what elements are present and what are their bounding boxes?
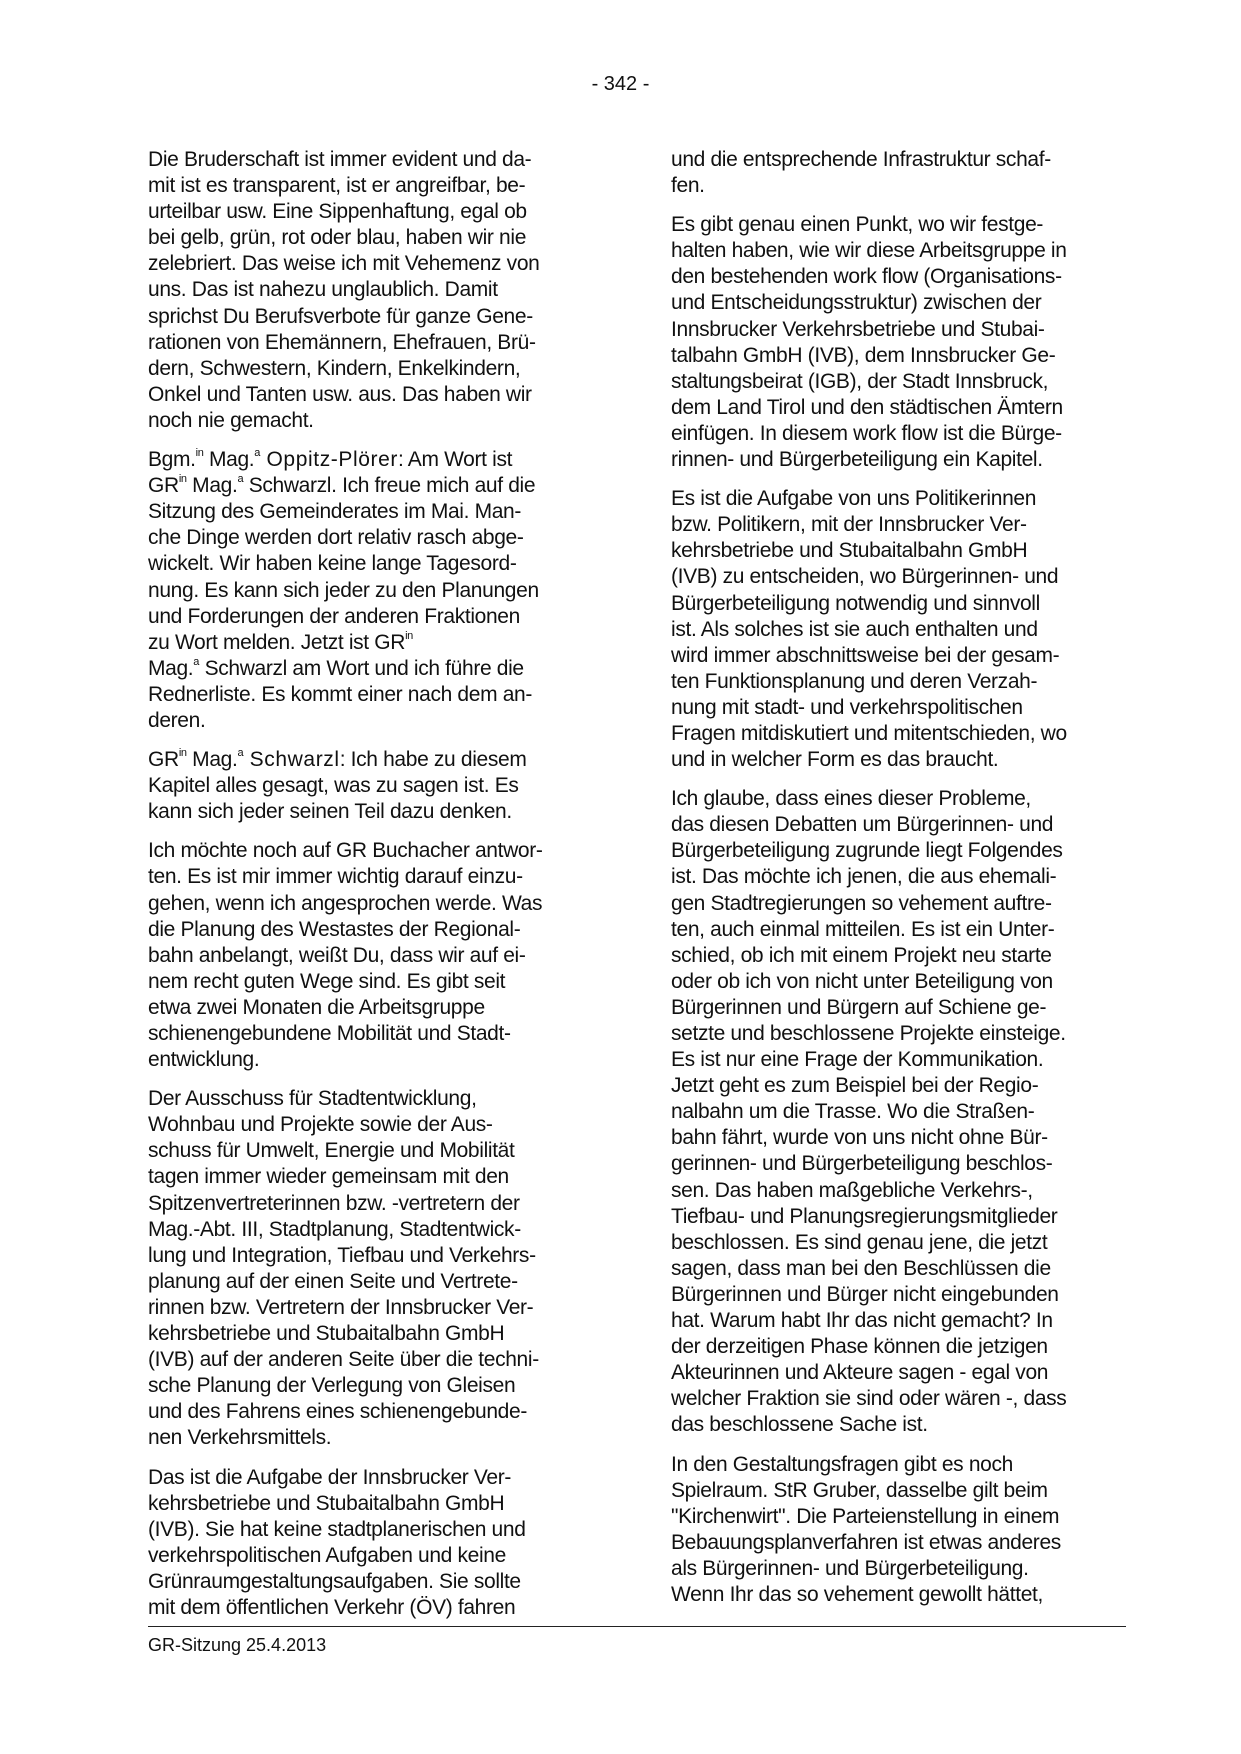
text-line: oder ob ich von nicht unter Beteiligung von (671, 969, 1053, 993)
text-line: (IVB) zu entscheiden, wo Bürgerinnen- und (671, 565, 1059, 589)
text-line: noch nie gemacht. (148, 408, 314, 432)
text-line: und Forderungen der anderen Fraktionen (148, 604, 520, 628)
text-line: Es ist nur eine Frage der Kommunikation. (671, 1048, 1044, 1072)
text-line: und die entsprechende Infrastruktur schaf- (671, 148, 1051, 171)
text-line: Ich glaube, dass eines dieser Probleme, (671, 787, 1031, 811)
paragraph (148, 838, 598, 1073)
text-line: Rednerliste. Es kommt einer nach dem an- (148, 682, 533, 706)
text-line: Spitzenvertreterinnen bzw. -vertretern der (148, 1191, 520, 1215)
text-line: (IVB). Sie hat keine stadtplanerischen und (148, 1517, 526, 1541)
text-line: Bürgerbeteiligung notwendig und sinnvoll (671, 591, 1040, 615)
text-line: nung mit stadt- und verkehrspolitischen (671, 695, 1023, 719)
text-line: ten Funktionsplanung und deren Verzah- (671, 669, 1038, 693)
text-line: talbahn GmbH (IVB), dem Innsbrucker Ge- (671, 343, 1056, 367)
text-line: Sitzung des Gemeinderates im Mai. Man- (148, 500, 522, 524)
text-line: beschlossen. Es sind genau jene, die jetzt (671, 1230, 1048, 1254)
text-line: nalbahn um die Trasse. Wo die Straßen- (671, 1100, 1035, 1124)
text-line: rinnen bzw. Vertretern der Innsbrucker Ver- (148, 1295, 534, 1319)
text-line: Mag.$^a$ Schwarzl am Wort und ich führe die (148, 655, 524, 680)
text-line: wickelt. Wir haben keine lange Tagesord- (148, 552, 517, 576)
text-line: $GR^{in}$ Mag.$^a$ Schwarzl. Ich freue mich auf die (148, 473, 536, 498)
text-line: ten. Es ist mir immer wichtig darauf einzu- (148, 865, 523, 889)
text-line: nem recht guten Wege sind. Es gibt seit (148, 969, 506, 993)
text-line: sprichst Du Berufsverbote für ganze Gene- (148, 304, 533, 328)
text-line: Spielraum. StR Gruber, dasselbe gilt beim (671, 1478, 1048, 1502)
text-line: rationen von Ehemännern, Ehefrauen, Brü- (148, 330, 536, 354)
speaker-name: Schwarzl (243, 748, 340, 772)
text-line: tagen immer wieder gemeinsam mit den (148, 1165, 509, 1189)
text-line: deren. (148, 708, 206, 732)
text-line: und Entscheidungsstruktur) zwischen der (671, 291, 1042, 315)
text-line: und in welcher Form es das braucht. (671, 748, 999, 772)
paragraph (671, 1452, 1123, 1609)
text-line: Wohnbau und Projekte sowie der Aus- (148, 1113, 493, 1137)
text-line: verkehrspolitischen Aufgaben und keine (148, 1543, 506, 1567)
text-line: Das ist die Aufgabe der Innsbrucker Ver- (148, 1465, 512, 1489)
text-line: gerinnen- und Bürgerbeteiligung beschlos- (671, 1152, 1053, 1176)
text-line: dem Land Tirol und den städtischen Ämtern (671, 395, 1063, 419)
text-line: Jetzt geht es zum Beispiel bei der Regio- (671, 1074, 1039, 1098)
text-line: schienengebundene Mobilität und Stadt- (148, 1022, 511, 1045)
text-line: ist. Das möchte ich jenen, die aus ehemali- (671, 865, 1057, 889)
text-line: staltungsbeirat (IGB), der Stadt Innsbruck, (671, 369, 1049, 393)
text-line: der derzeitigen Phase können die jetzigen (671, 1335, 1048, 1359)
text-line: Mag.-Abt. III, Stadtplanung, Stadtentwick- (148, 1217, 521, 1241)
text-line: sen. Das haben maßgebliche Verkehrs-, (671, 1178, 1033, 1202)
right-column (671, 147, 1123, 1621)
text-line: bzw. Politikern, mit der Innsbrucker Ver- (671, 513, 1027, 537)
text-line: Der Ausschuss für Stadtentwicklung, (148, 1087, 477, 1111)
text-line: die Planung des Westastes der Regional- (148, 917, 521, 941)
speaker-name: Oppitz-Plörer (260, 448, 398, 472)
text-line: dern, Schwestern, Kindern, Enkelkindern, (148, 356, 521, 380)
text-line: mit dem öffentlichen Verkehr (ÖV) fahren (148, 1595, 516, 1619)
text-line: das beschlossene Sache ist. (671, 1413, 928, 1437)
text-line: Onkel und Tanten usw. aus. Das haben wir (148, 382, 532, 406)
paragraph (671, 486, 1123, 773)
text-line: gen Stadtregierungen so vehement auftre- (671, 891, 1052, 915)
text-line: das diesen Debatten um Bürgerinnen- und (671, 813, 1054, 837)
text-line: zelebriert. Das weise ich mit Vehemenz von (148, 252, 540, 276)
text-line: ist. Als solches ist sie auch enthalten und (671, 617, 1038, 641)
text-line: bahn fährt, wurde von uns nicht ohne Bür- (671, 1126, 1048, 1150)
text-line: Fragen mitdiskutiert und mitentschieden, wo (671, 721, 1067, 745)
text-line: Es gibt genau einen Punkt, wo wir festge- (671, 213, 1044, 237)
text-line: Bürgerbeteiligung zugrunde liegt Folgendes (671, 839, 1063, 863)
text-line: welcher Fraktion sie sind oder wären -, dass (671, 1387, 1067, 1411)
text-line: Kapitel alles gesagt, was zu sagen ist. Es (148, 774, 519, 798)
text-line: $GR^{in}$ Mag.$^a$ Schwarzl: Ich habe zu diesem (148, 747, 527, 772)
text-line: mit ist es transparent, ist er angreifbar, be- (148, 174, 526, 198)
text-line: In den Gestaltungsfragen gibt es noch (671, 1452, 1013, 1476)
text-line: Tiefbau- und Planungsregierungsmitglieder (671, 1204, 1058, 1228)
text-line: nung. Es kann sich jeder zu den Planungen (148, 578, 539, 602)
text-line: kann sich jeder seinen Teil dazu denken. (148, 800, 512, 824)
text-line: bahn anbelangt, weißt Du, dass wir auf ei- (148, 943, 526, 967)
text-line: uns. Das ist nahezu unglaublich. Damit (148, 278, 498, 302)
text-line: kehrsbetriebe und Stubaitalbahn GmbH (671, 539, 1028, 563)
text-line: sagen, dass man bei den Beschlüssen die (671, 1256, 1051, 1280)
paragraph (148, 1465, 598, 1622)
text-line: gehen, wenn ich angesprochen werde. Was (148, 891, 543, 915)
text-line: che Dinge werden dort relativ rasch abge- (148, 526, 524, 550)
text-line: einfügen. In diesem work flow ist die Bürge- (671, 421, 1062, 445)
text-line: setzte und beschlossene Projekte einsteige. (671, 1022, 1066, 1045)
paragraph (148, 1086, 598, 1451)
text-line: Bgm.$^{in}$ Mag.$^a$ Oppitz-Plörer: Am Wort ist (148, 447, 513, 472)
text-line: Ich möchte noch auf GR Buchacher antwor- (148, 839, 543, 863)
text-line: halten haben, wie wir diese Arbeitsgruppe in (671, 239, 1067, 263)
text-line: Akteurinnen und Akteure sagen - egal von (671, 1361, 1049, 1385)
left-column (148, 147, 598, 1634)
text-line: Wenn Ihr das so vehement gewollt hättet, (671, 1582, 1043, 1606)
paragraph (671, 786, 1123, 1438)
text-line: den bestehenden work flow (Organisations- (671, 265, 1062, 289)
footer-divider (148, 1626, 1126, 1627)
text-line: etwa zwei Monaten die Arbeitsgruppe (148, 995, 485, 1019)
text-line: hat. Warum habt Ihr das nicht gemacht? In (671, 1309, 1053, 1333)
text-line: Bürgerinnen und Bürgern auf Schiene ge- (671, 995, 1047, 1019)
text-line: Die Bruderschaft ist immer evident und da- (148, 148, 532, 171)
page-number: - 342 - (591, 73, 650, 95)
text-line: zu Wort melden. Jetzt ist $GR^{in}$ (148, 629, 413, 654)
text-line: sche Planung der Verlegung von Gleisen (148, 1374, 516, 1398)
text-line: schuss für Umwelt, Energie und Mobilität (148, 1139, 515, 1163)
text-line: bei gelb, grün, rot oder blau, haben wir nie (148, 226, 527, 250)
text-line: Grünraumgestaltungsaufgaben. Sie sollte (148, 1569, 521, 1593)
text-line: und des Fahrens eines schienengebunde- (148, 1400, 527, 1424)
text-line: entwicklung. (148, 1048, 260, 1072)
text-line: urteilbar usw. Eine Sippenhaftung, egal ob (148, 200, 527, 224)
paragraph (671, 147, 1123, 199)
text-line: rinnen- und Bürgerbeteiligung ein Kapitel. (671, 448, 1043, 472)
text-line: planung auf der einen Seite und Vertrete- (148, 1269, 518, 1293)
text-line: (IVB) auf der anderen Seite über die techni- (148, 1348, 539, 1372)
text-line: ten, auch einmal mitteilen. Es ist ein Unter- (671, 917, 1055, 941)
paragraph (148, 147, 598, 434)
text-line: nen Verkehrsmittels. (148, 1426, 332, 1450)
speaker-paragraph-councillor (148, 747, 598, 825)
footer-session-date: GR-Sitzung 25.4.2013 (148, 1635, 327, 1655)
text-line: Bürgerinnen und Bürger nicht eingebunden (671, 1282, 1059, 1306)
text-line: kehrsbetriebe und Stubaitalbahn GmbH (148, 1491, 505, 1515)
text-line: als Bürgerinnen- und Bürgerbeteiligung. (671, 1556, 1029, 1580)
text-line: lung und Integration, Tiefbau und Verkehrs- (148, 1243, 536, 1267)
text-line: wird immer abschnittsweise bei der gesam- (671, 643, 1060, 667)
text-line: Es ist die Aufgabe von uns Politikerinnen (671, 487, 1037, 511)
text-line: Bebauungsplanverfahren ist etwas anderes (671, 1530, 1061, 1554)
text-line: kehrsbetriebe und Stubaitalbahn GmbH (148, 1322, 505, 1346)
speaker-paragraph-mayor (148, 447, 598, 734)
text-line: Innsbrucker Verkehrsbetriebe und Stubai- (671, 317, 1045, 341)
text-line: "Kirchenwirt". Die Parteienstellung in einem (671, 1504, 1060, 1528)
text-line: schied, ob ich mit einem Projekt neu starte (671, 943, 1052, 967)
paragraph (671, 212, 1123, 473)
text-line: fen. (671, 174, 705, 198)
